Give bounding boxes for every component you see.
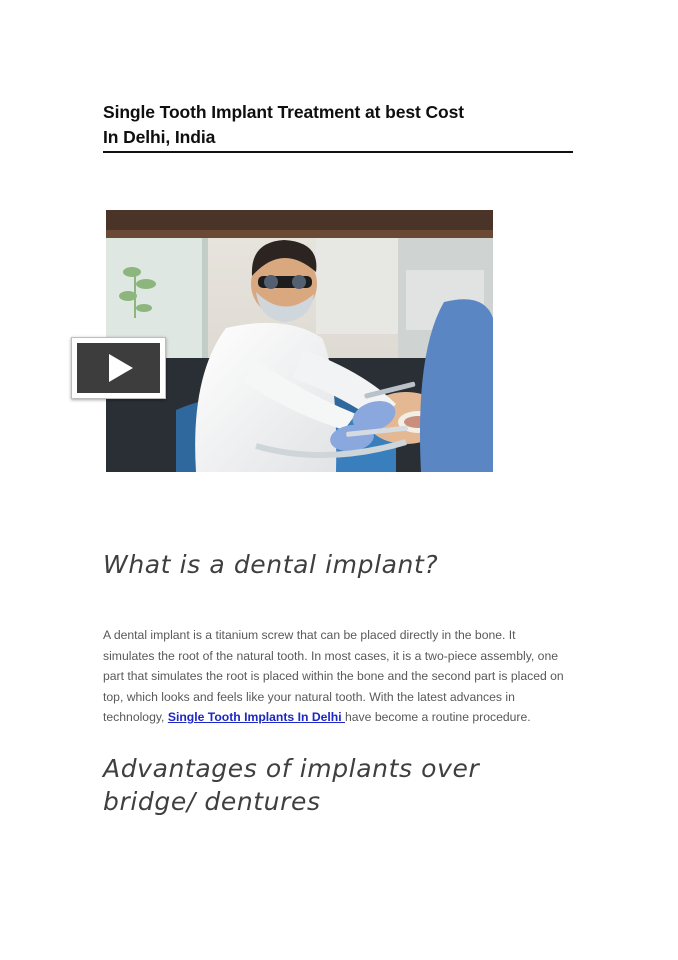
- play-button[interactable]: [71, 337, 166, 399]
- paragraph-text-part-2: have become a routine procedure.: [345, 710, 531, 725]
- single-tooth-implants-link[interactable]: Single Tooth Implants In Delhi: [167, 710, 345, 725]
- paragraph-text-part-1: A dental implant is a titanium screw that can be placed directly in the bone. It simulates the root of the natural tooth. In most cases, it is a two-piece assembly, one part that simulates the root is placed within the bone and the second part is placed on top, which looks and feels like your natural tooth. With the latest advances in technology,: [103, 628, 564, 725]
- page-title-line-1: Single Tooth Implant Treatment at best Cost: [103, 102, 464, 122]
- page-title-line-2: In Delhi, India: [103, 125, 573, 153]
- play-icon: [77, 343, 160, 393]
- section-heading-what-is-a-dental-implant: What is a dental implant?: [103, 550, 439, 579]
- video-thumbnail[interactable]: [106, 210, 493, 472]
- section-paragraph: [103, 625, 569, 728]
- page-title: [103, 100, 578, 153]
- section-heading-advantages-of-implants: Advantages of implants over bridge/ dentures: [103, 754, 480, 816]
